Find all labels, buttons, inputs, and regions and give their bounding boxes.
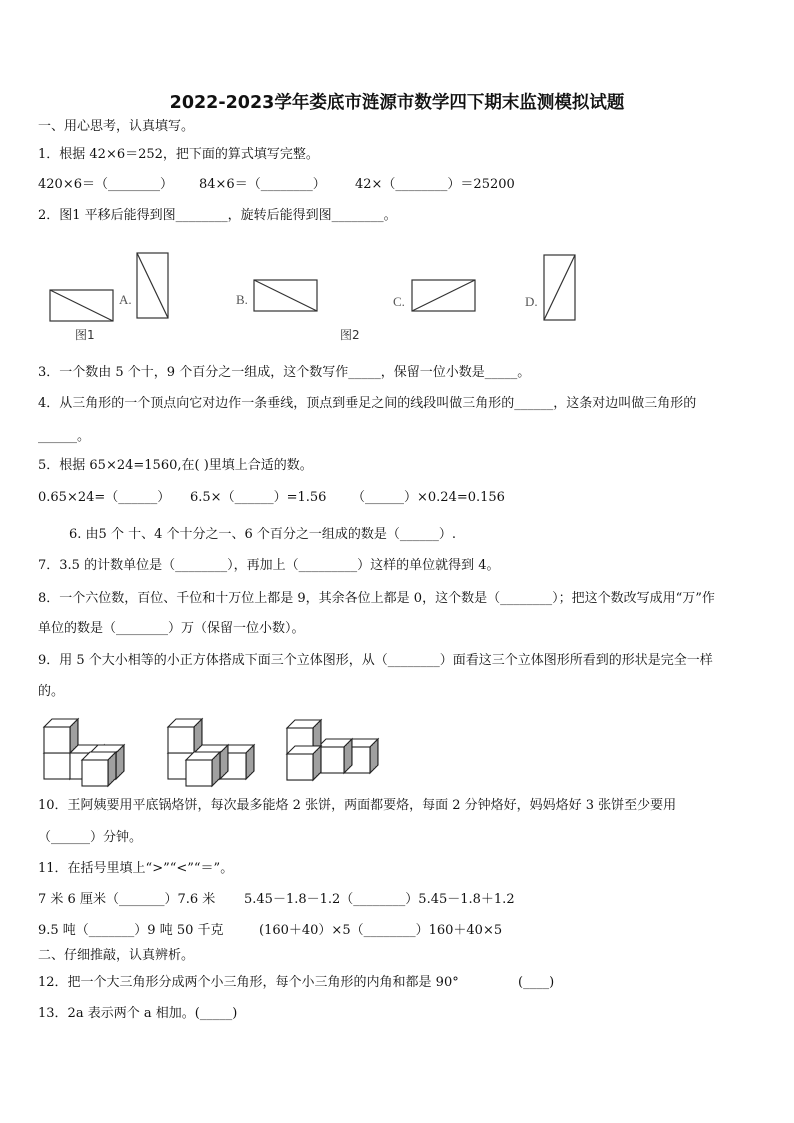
question-2-text: 2．图1 平移后能得到图________，旋转后能得到图________。 bbox=[38, 208, 397, 223]
figure-1-caption: 图1 bbox=[75, 328, 95, 342]
question-9-line-2: 的。 bbox=[38, 684, 65, 699]
figure-2-caption: 图2 bbox=[340, 328, 360, 342]
question-10-line-1: 10．王阿姨要用平底锅烙饼，每次最多能烙 2 张饼，两面都要烙，每面 2 分钟烙好，妈妈烙好 3 张饼至少要用 bbox=[38, 798, 677, 813]
question-6-text: 6. 由5 个 十、4 个十分之一、6 个百分之一组成的数是（______）. bbox=[69, 527, 457, 542]
option-b-label: B. bbox=[236, 292, 248, 307]
question-1-text: 1．根据 42×6＝252，把下面的算式填写完整。 bbox=[38, 147, 319, 162]
section-heading-1: 一、用心思考，认真填写。 bbox=[38, 119, 195, 134]
option-a-label: A. bbox=[119, 292, 132, 307]
question-5-part-a: 0.65×24=（______） bbox=[38, 490, 171, 505]
question-11-row-1-left: 7 米 6 厘米（_______）7.6 米 bbox=[38, 892, 216, 907]
question-8-line-1: 8．一个六位数，百位、千位和十万位上都是 9，其余各位上都是 0，这个数是（________）；把这个数改写成用“万”作 bbox=[38, 591, 715, 606]
question-9-line-1: 9．用 5 个大小相等的小正方体搭成下面三个立体图形，从（________）面看这三个立体图形所看到的形状是完全一样 bbox=[38, 653, 713, 668]
question-13-text: 13．2a 表示两个 a 相加。(_____) bbox=[38, 1006, 238, 1021]
page-title: 2022-2023学年娄底市涟源市数学四下期末监测模拟试题 bbox=[169, 93, 625, 113]
section-heading-2: 二、仔细推敲，认真辨析。 bbox=[38, 948, 195, 963]
cube-figure-3 bbox=[287, 720, 378, 780]
question-11-row-2-right: (160＋40）×5（________）160＋40×5 bbox=[259, 923, 503, 938]
question-5-text: 5．根据 65×24=1560,在( )里填上合适的数。 bbox=[38, 458, 313, 473]
question-3-text: 3．一个数由 5 个十，9 个百分之一组成，这个数写作_____，保留一位小数是_____。 bbox=[38, 365, 531, 380]
question-4-line-1: 4．从三角形的一个顶点向它对边作一条垂线，顶点到垂足之间的线段叫做三角形的______，这条对边叫做三角形的 bbox=[38, 396, 697, 411]
question-1-part-c: 42×（________）＝25200 bbox=[355, 177, 515, 192]
question-7-text: 7．3.5 的计数单位是（________），再加上（_________）这样的单位就得到 4。 bbox=[38, 558, 500, 573]
question-10-line-2: （______）分钟。 bbox=[38, 830, 143, 845]
question-11-text: 11．在括号里填上“>”“<”“＝”。 bbox=[38, 861, 234, 876]
question-5-part-b: 6.5×（______）=1.56 bbox=[190, 490, 327, 505]
question-5-part-c: （______）×0.24=0.156 bbox=[352, 490, 505, 505]
cube-figure-1 bbox=[44, 719, 124, 786]
option-c-label: C. bbox=[393, 294, 405, 309]
question-11-row-1-right: 5.45－1.8－1.2（________）5.45－1.8＋1.2 bbox=[244, 892, 515, 907]
cube-figure-2 bbox=[168, 719, 254, 786]
question-11-row-2-left: 9.5 吨（_______）9 吨 50 千克 bbox=[38, 923, 224, 938]
question-4-line-2: ______。 bbox=[38, 429, 91, 444]
question-12-blank: (____) bbox=[518, 975, 555, 990]
question-8-line-2: 单位的数是（________）万（保留一位小数）。 bbox=[38, 621, 305, 636]
question-12-text: 12．把一个大三角形分成两个小三角形，每个小三角形的内角和都是 90° bbox=[38, 975, 459, 990]
question-1-part-a: 420×6＝（________） bbox=[38, 177, 173, 192]
option-d-label: D. bbox=[525, 294, 538, 309]
question-1-part-b: 84×6＝（________） bbox=[199, 177, 326, 192]
